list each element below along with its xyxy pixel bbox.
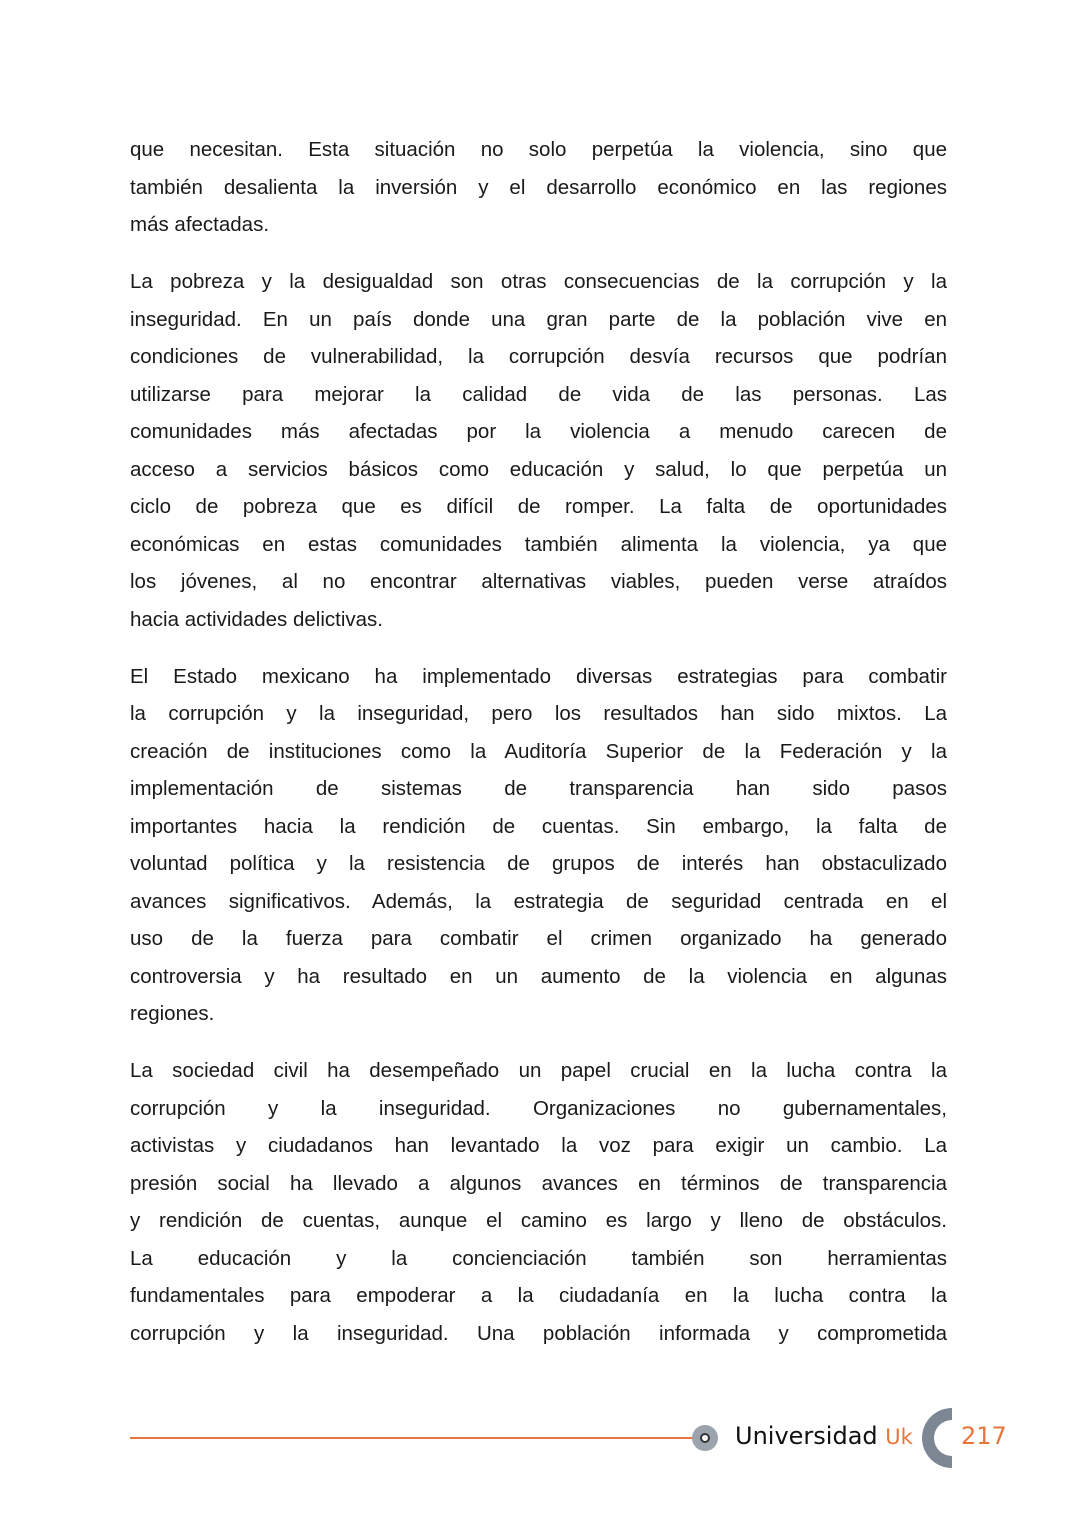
- brand-suffix: Uk: [885, 1425, 913, 1449]
- brand-logo: [735, 1422, 913, 1450]
- paragraph: [130, 263, 947, 638]
- text-line: los jóvenes, al no encontrar alternativas viables, pueden verse atraídos: [130, 570, 947, 593]
- text-line: La sociedad civil ha desempeñado un papel crucial en la lucha contra la: [130, 1059, 947, 1082]
- text-line: inseguridad. En un país donde una gran parte de la población vive en: [130, 307, 947, 331]
- text-line: implementación de sistemas de transparencia han sido pasos: [130, 777, 947, 800]
- text-line: corrupción y la inseguridad. Organizaciones no gubernamentales,: [130, 1096, 947, 1120]
- text-line: acceso a servicios básicos como educación y salud, lo que perpetúa un: [130, 457, 947, 481]
- paragraph: [130, 1052, 947, 1352]
- paragraph: [130, 131, 947, 244]
- text-line: voluntad política y la resistencia de grupos de interés han obstaculizado: [130, 852, 947, 875]
- text-line: también desalienta la inversión y el desarrollo económico en las regiones: [130, 175, 947, 199]
- text-line: ciclo de pobreza que es difícil de romper. La falta de oportunidades: [130, 495, 947, 518]
- text-line: y rendición de cuentas, aunque el camino es largo y lleno de obstáculos.: [130, 1209, 947, 1232]
- text-line: El Estado mexicano ha implementado diversas estrategias para combatir: [130, 664, 947, 688]
- footer-circle-icon: [692, 1425, 718, 1451]
- text-line: utilizarse para mejorar la calidad de vida de las personas. Las: [130, 382, 947, 406]
- text-line: avances significativos. Además, la estrategia de seguridad centrada en el: [130, 889, 947, 913]
- text-line: La pobreza y la desigualdad son otras consecuencias de la corrupción y la: [130, 270, 947, 293]
- text-line: creación de instituciones como la Auditoría Superior de la Federación y la: [130, 739, 947, 763]
- paragraph: [130, 658, 947, 1033]
- text-line: uso de la fuerza para combatir el crimen organizado ha generado: [130, 927, 947, 950]
- page-number: 217: [961, 1422, 1007, 1450]
- text-line: hacia actividades delictivas.: [130, 607, 383, 631]
- text-line: regiones.: [130, 1002, 215, 1025]
- text-line: comunidades más afectadas por la violencia a menudo carecen de: [130, 420, 947, 443]
- text-line: presión social ha llevado a algunos avances en términos de transparencia: [130, 1171, 947, 1195]
- text-line: la corrupción y la inseguridad, pero los resultados han sido mixtos. La: [130, 702, 947, 725]
- text-line: que necesitan. Esta situación no solo perpetúa la violencia, sino que: [130, 138, 947, 161]
- body-text: [130, 131, 947, 1372]
- brand-name: Universidad: [735, 1422, 878, 1450]
- text-line: corrupción y la inseguridad. Una población informada y comprometida: [130, 1321, 947, 1345]
- text-line: más afectadas.: [130, 213, 270, 236]
- text-line: activistas y ciudadanos han levantado la voz para exigir un cambio. La: [130, 1134, 947, 1157]
- text-line: controversia y ha resultado en un aumento de la violencia en algunas: [130, 964, 947, 988]
- footer-rule: [130, 1437, 696, 1439]
- text-line: importantes hacia la rendición de cuentas. Sin embargo, la falta de: [130, 814, 947, 838]
- text-line: condiciones de vulnerabilidad, la corrupción desvía recursos que podrían: [130, 345, 947, 368]
- text-line: fundamentales para empoderar a la ciudadanía en la lucha contra la: [130, 1284, 947, 1307]
- text-line: La educación y la concienciación también son herramientas: [130, 1246, 947, 1270]
- text-line: económicas en estas comunidades también alimenta la violencia, ya que: [130, 532, 947, 556]
